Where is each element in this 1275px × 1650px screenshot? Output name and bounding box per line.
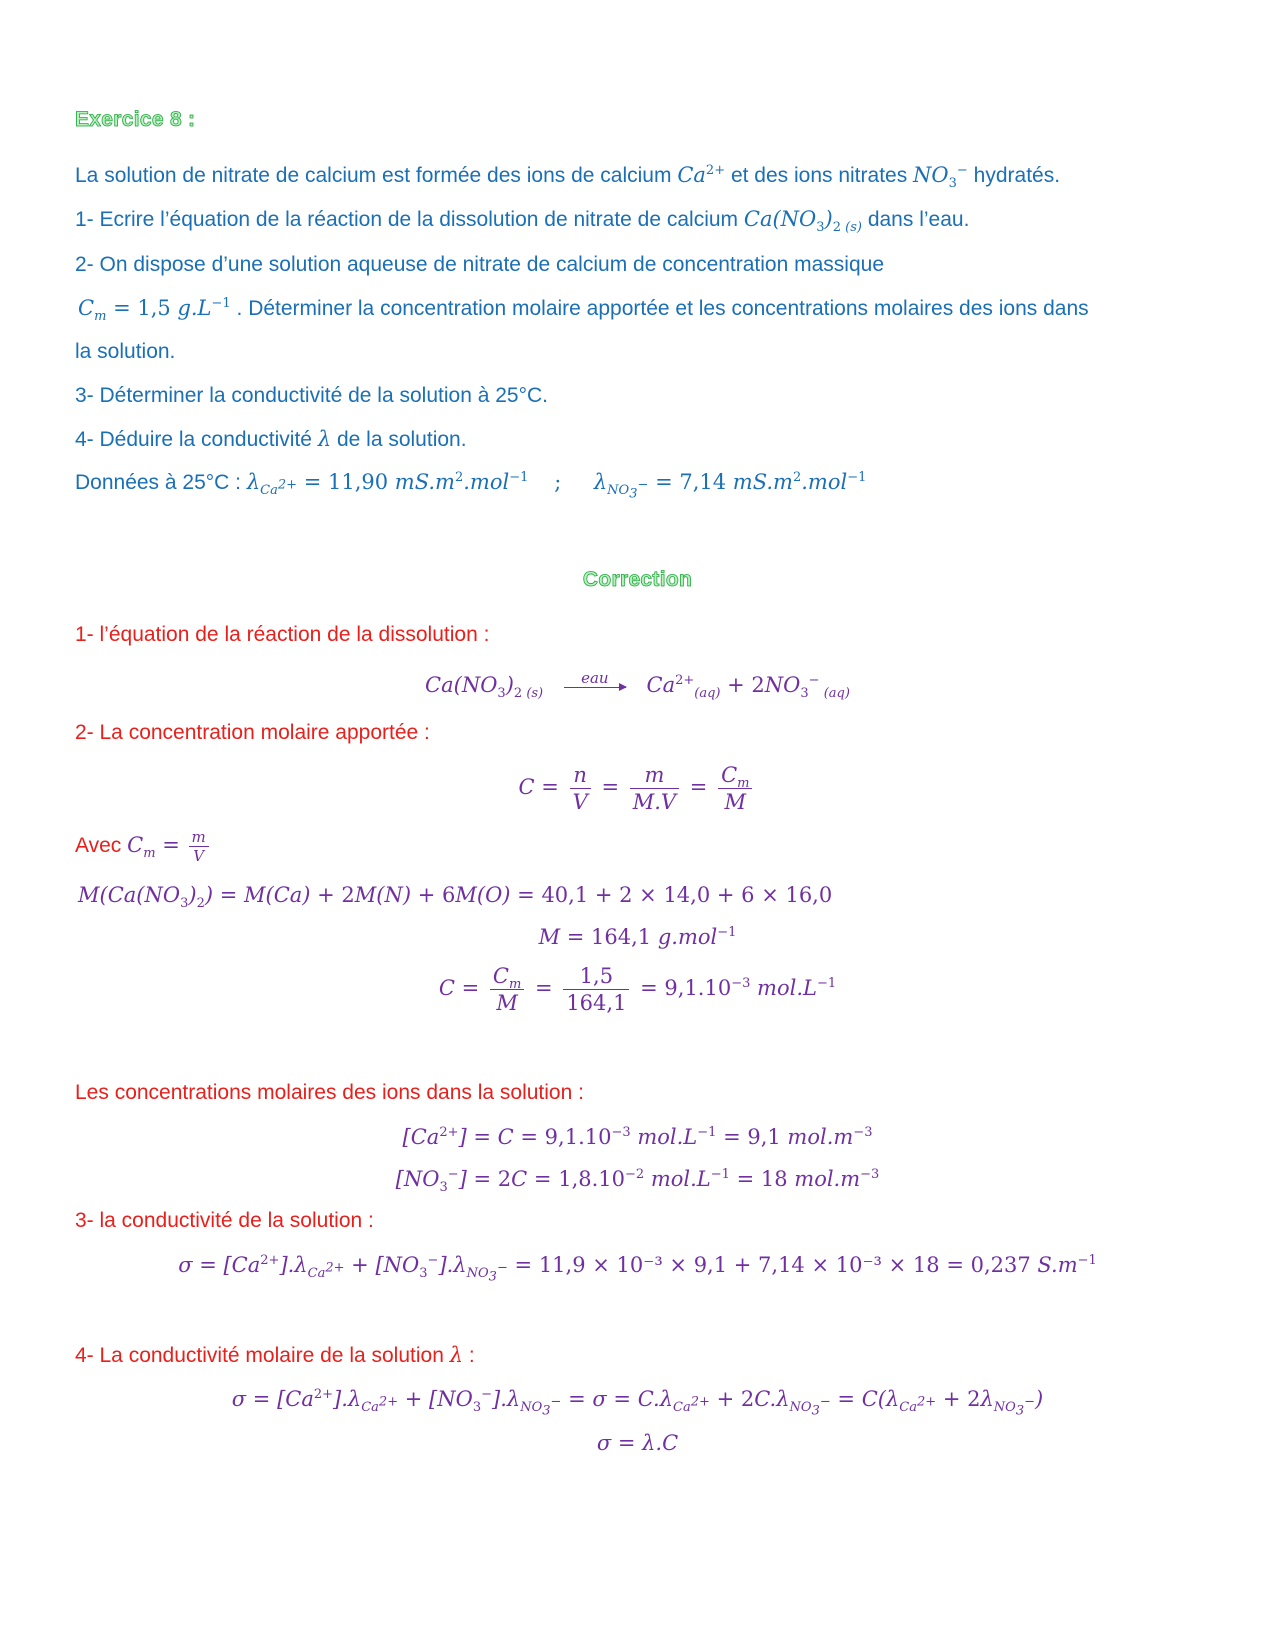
given-data: Données à 25°C : $\lambda_{Ca^{2+}} = 11,90$ $mS.m^2.mol^{-1}$ ; $\lambda_{NO_3^-} = 7,14$ $mS.m^2.mol^{-1}$: [75, 470, 867, 502]
molar-conductivity-result: σ = λ.C: [596, 1431, 679, 1455]
molar-conductivity-derivation: $\sigma = [Ca^{2+}].\lambda_{Ca^{2+}} + [NO_3^-].\lambda_{NO_3^-} = \sigma = C.\lambda_{Ca^{2+}} + 2C.\lambda_{NO_3^-} = C(\lambda_{Ca^{2+}} + 2\lambda_{NO_3^-})$: [231, 1387, 1044, 1419]
concentration-formula: C = $\frac{n}{V}$ = $\frac{m}{M.V}$ = $\frac{C_m}{M}$: [0, 762, 1275, 815]
question-3: 3- Déterminer la conductivité de la solution à 25°C.: [75, 384, 548, 407]
intro-line: La solution de nitrate de calcium est formée des ions de calcium $Ca^{2+}$ et des ions nitrates $NO_3^-$ hydratés.: [75, 163, 1061, 192]
section-1-heading: 1- l’équation de la réaction de la dissolution :: [75, 623, 490, 646]
question-2-line-3: la solution.: [75, 340, 176, 363]
question-1: 1- Ecrire l’équation de la réaction de la dissolution de nitrate de calcium $Ca(NO_3)_2$ $_{(s)}$ dans l’eau.: [75, 207, 970, 236]
section-3-heading: 3- la conductivité de la solution :: [75, 1209, 374, 1232]
ions-heading: Les concentrations molaires des ions dans la solution :: [75, 1081, 584, 1104]
molar-mass-result: M = 164,1 g.mol$^{-1}$: [538, 925, 737, 949]
conductivity-calc: $\sigma = [Ca^{2+}].\lambda_{Ca^{2+}} + [NO_3^-].\lambda_{NO_3^-} = 11,9 \times 10^{-3} \times 9,1 + 7,14 \times 10^{-3} \times 18 = 0,237$ $S.m^{-1}$: [178, 1253, 1097, 1285]
exercise-title: Exercice 8 :: [75, 108, 196, 131]
concentration-result: C = $\frac{C_m}{M}$ = $\frac{1,5}{164,1}$ = $9,1.10^{-3}$ $mol.L^{-1}$: [438, 964, 837, 1015]
mass-concentration-def: Avec $C_m$ = $\frac{m}{V}$: [75, 828, 211, 865]
question-4: 4- Déduire la conductivité λ de la solution.: [75, 427, 467, 451]
correction-title: Correction: [582, 568, 693, 591]
section-4-heading: 4- La conductivité molaire de la solution λ :: [75, 1343, 475, 1367]
question-2-line-2: $C_m = 1,5$ $g.L^{-1}$ . Déterminer la concentration molaire apportée et les concentrations molaires des ions dans: [78, 296, 1089, 325]
nitrate-ion-concentration: $[NO_3^-] = 2C = 1,8.10^{-2}$ $mol.L^{-1} = 18$ $mol.m^{-3}$: [395, 1167, 880, 1196]
molar-mass-calc: $M(Ca(NO_3)_2) = M(Ca) + 2M(N) + 6M(O) = 40,1 + 2 \times 14,0 + 6 \times 16,0$: [78, 883, 833, 912]
calcium-ion-concentration: $[Ca^{2+}] = C = 9,1.10^{-3}$ $mol.L^{-1} = 9,1$ $mol.m^{-3}$: [402, 1125, 873, 1149]
question-2-line-1: 2- On dispose d’une solution aqueuse de nitrate de calcium de concentration massique: [75, 253, 885, 276]
reaction-arrow: eau: [564, 685, 626, 689]
dissolution-equation: $Ca(NO_3)_2$ $_{(s)}$ eau $Ca^{2+}_{(aq)} + 2NO_3^-$ $_{(aq)}$: [425, 668, 850, 702]
section-2-heading: 2- La concentration molaire apportée :: [75, 721, 430, 744]
